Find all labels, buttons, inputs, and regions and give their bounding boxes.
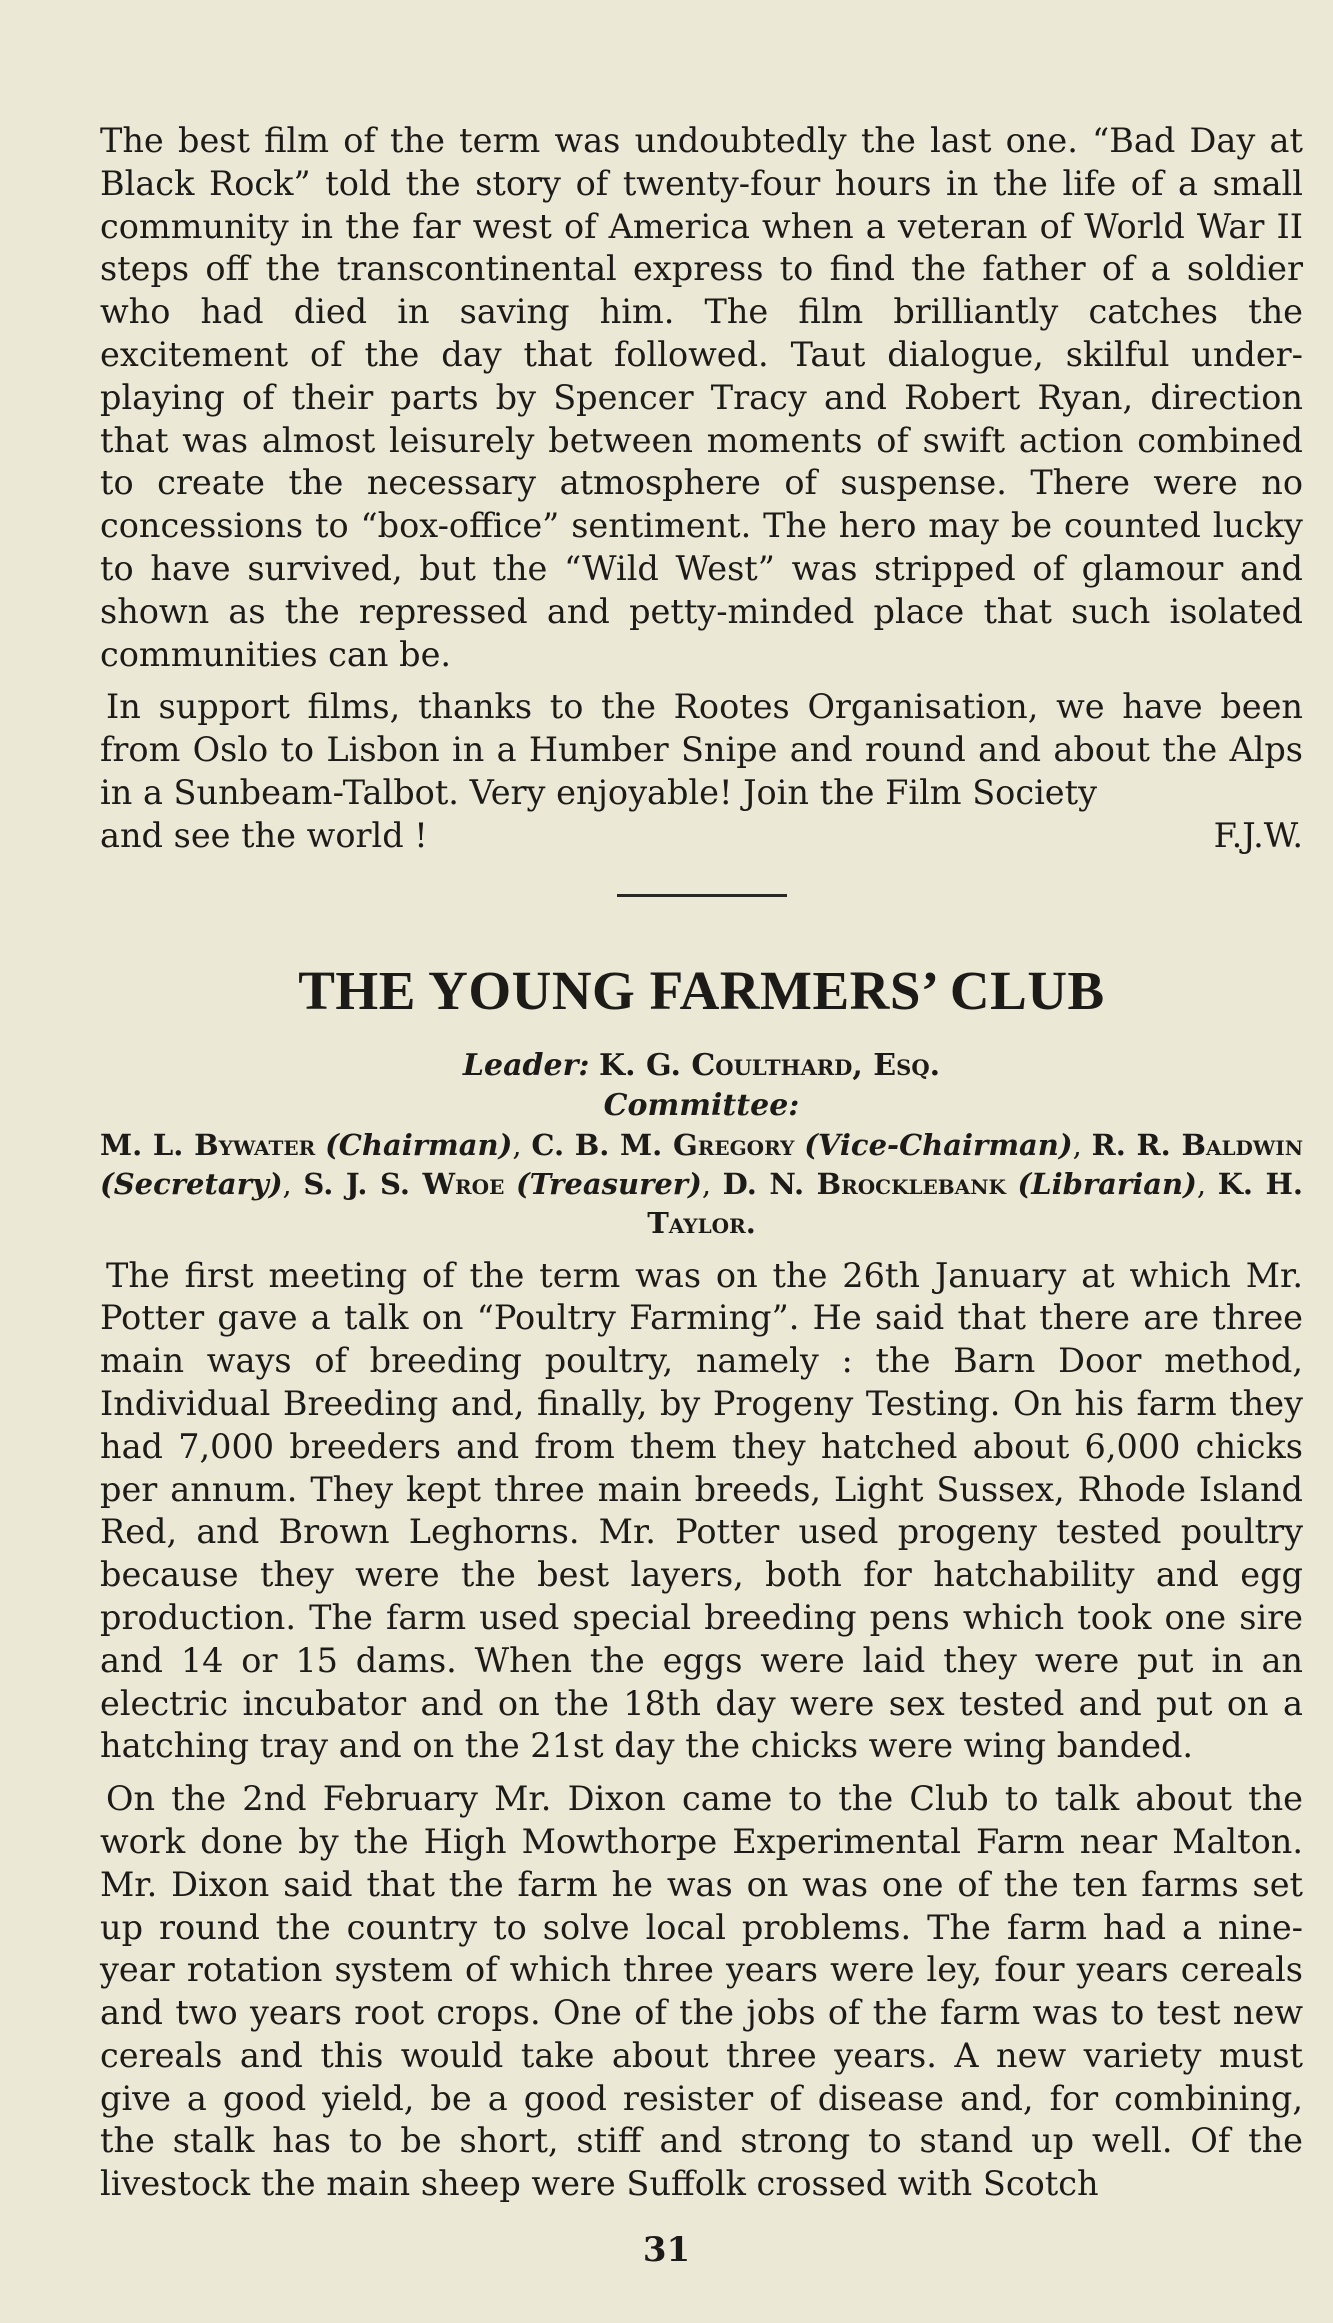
film-review-paragraph-1: The best film of the term was undoubtedly the last one. “Bad Day at Black Rock” told the story of twenty-four hours in the life of a small community in the far west of America when a veteran of World War II steps off the transcontinental express to find the father of a soldier who had died in saving him. The film brilliantly catches the excitement of the day that followed. Taut dialogue, skilful under-playing of their parts by Spencer Tracy and Robert Ryan, direction that was almost leisurely between moments of swift action combined to create the necessary atmosphere of suspense. There were no concessions to “box-office” sentiment. The hero may be counted lucky to have survived, but the “Wild West” was stripped of glamour and shown as the repressed and petty-minded place that such isolated communities can be. xyxy=(100,121,1303,674)
committee-member-name: C. B. M. Gregory xyxy=(531,1127,795,1162)
film-review-paragraph-2-text: In support films, thanks to the Rootes Organisation, we have been from Oslo to Lisbon in a Humber Snipe and round and about the Alps in a Sunbeam-Talbot. Very enjoyable! Join the Film Society xyxy=(100,687,1303,812)
leader-label: Leader: xyxy=(462,1047,590,1083)
committee-member-role: (Chairman) xyxy=(325,1127,513,1162)
film-review-signature: F.J.W. xyxy=(1213,815,1303,855)
committee-member-role: (Vice-Chairman) xyxy=(804,1127,1073,1162)
club-paragraph-2: On the 2nd February Mr. Dixon came to the Club to talk about the work done by the High Mowthorpe Experimental Farm near Malton. Mr. Dixon said that the farm he was on was one of the ten farms set up round the country to solve local problems. The farm had a nine-year rotation system of which three years were ley, four years cereals and two years root crops. One of the jobs of the farm was to test new cereals and this would take about three years. A new variety must give a good yield, be a good resister of disease and, for combining, the stalk has to be short, stiff and strong to stand up well. Of the livestock the main sheep were Suffolk crossed with Scotch xyxy=(100,1779,1303,2204)
committee-member-name: R. R. Baldwin xyxy=(1091,1127,1303,1162)
club-paragraph-1: The first meeting of the term was on the 26th January at which Mr. Potter gave a talk on “Poultry Farming”. He said that there are three main ways of breeding poultry, namely : the Barn Door method, Individual Breeding and, finally, by Progeny Testing. On his farm they had 7,000 breeders and from them they hatched about 6,000 chicks per annum. They kept three main breeds, Light Sussex, Rhode Island Red, and Brown Leghorns. Mr. Potter used progeny tested poultry because they were the best layers, both for hatchability and egg production. The farm used special breeding pens which took one sire and 14 or 15 dams. When the eggs were laid they were put in an electric incubator and on the 18th day were sex tested and put on a hatching tray and on the 21st day the chicks were wing banded. xyxy=(100,1255,1303,1766)
film-review-signoff-line xyxy=(100,815,1303,858)
committee-member-name: M. L. Bywater xyxy=(100,1127,316,1162)
page-number: 31 xyxy=(642,2230,691,2270)
film-review-paragraph-2 xyxy=(100,686,1303,814)
committee-list: M. L. Bywater (Chairman), C. B. M. Gregory (Vice-Chairman), R. R. Baldwin (Secretary), S. J. S. Wroe (Treasurer), D. N. Brocklebank (Librarian), K. H. Taylor. xyxy=(100,1127,1304,1240)
committee-label: Committee: xyxy=(603,1087,800,1123)
committee-member-role: (Librarian) xyxy=(1017,1166,1197,1201)
committee-member-name: K. H. Taylor. xyxy=(647,1166,1304,1240)
committee-member-role: (Treasurer) xyxy=(515,1166,702,1201)
page-content xyxy=(100,120,1303,2206)
committee-member-name: D. N. Brocklebank xyxy=(722,1166,1006,1201)
section-divider xyxy=(617,894,787,897)
club-leader-line xyxy=(100,1046,1303,1086)
film-review-paragraph-2-end: and see the world ! xyxy=(100,815,428,855)
committee-member-role: (Secretary) xyxy=(100,1166,283,1201)
club-heading: THE YOUNG FARMERS’ CLUB xyxy=(298,959,1105,1021)
leader-name: K. G. Coulthard, Esq. xyxy=(599,1047,941,1083)
committee-member-name: S. J. S. Wroe xyxy=(303,1166,505,1201)
